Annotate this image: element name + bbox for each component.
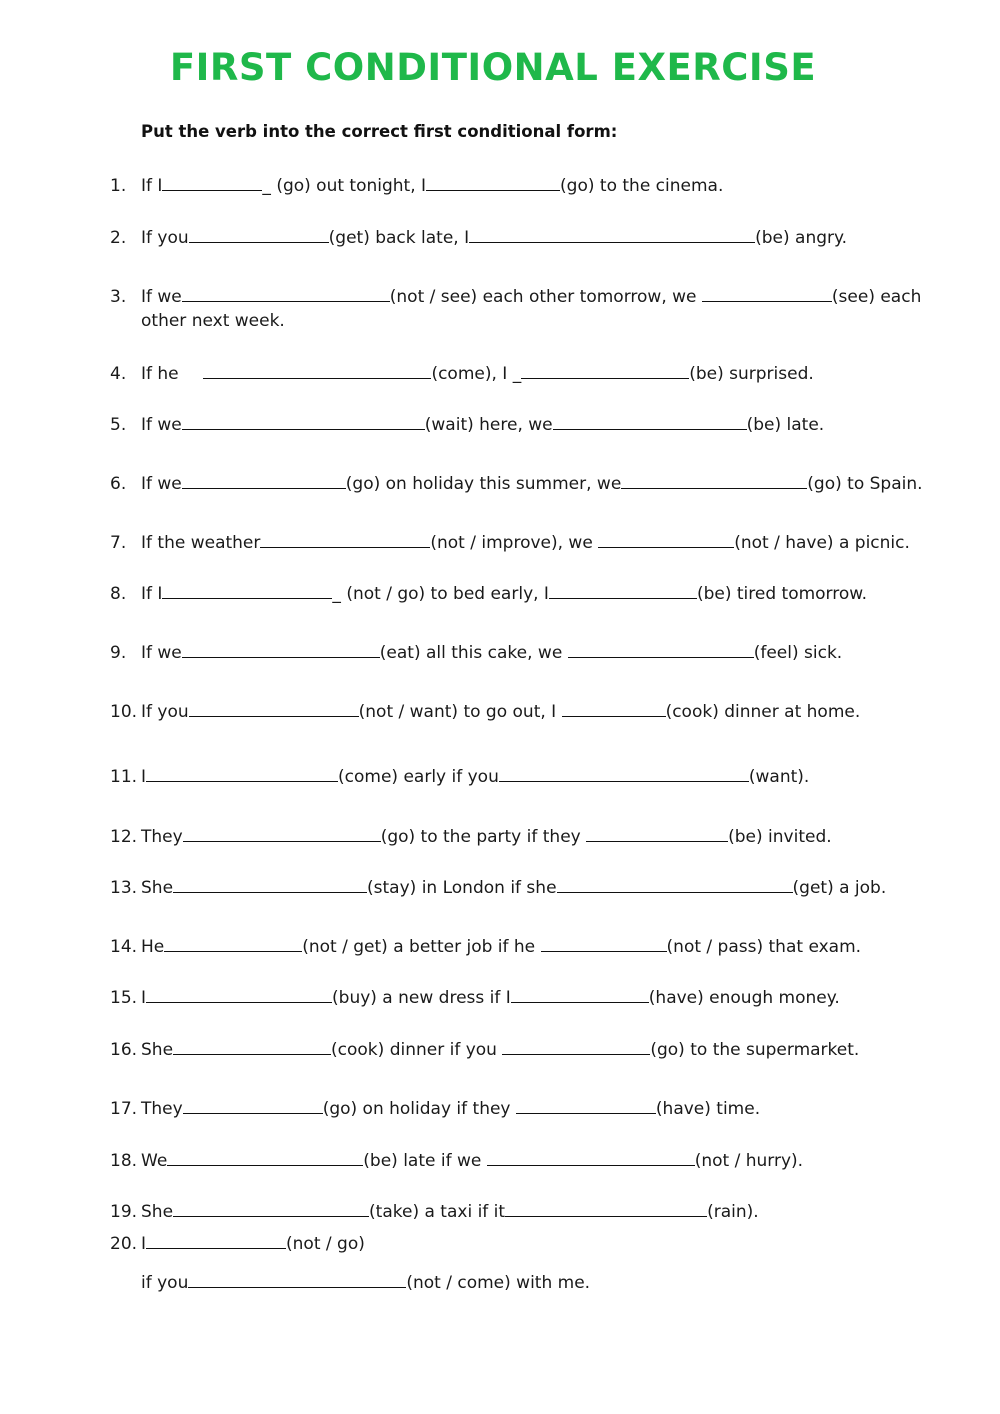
question-text: If I xyxy=(141,584,163,604)
question-text: I xyxy=(141,988,147,1008)
answer-blank[interactable] xyxy=(516,1096,656,1114)
answer-blank[interactable] xyxy=(146,764,338,782)
question-text: If you xyxy=(141,228,189,248)
question-number: 14. xyxy=(110,937,138,957)
question-text: _ (not / go) to bed early, I xyxy=(332,584,549,604)
answer-blank[interactable] xyxy=(260,530,430,548)
answer-blank[interactable] xyxy=(173,875,367,893)
question-15 xyxy=(110,985,950,1011)
answer-blank[interactable] xyxy=(702,284,832,302)
answer-blank[interactable] xyxy=(189,699,359,717)
question-number: 10. xyxy=(110,702,138,722)
question-20-continuation xyxy=(141,1270,590,1296)
answer-blank[interactable] xyxy=(146,985,332,1003)
question-number: 19. xyxy=(110,1202,138,1222)
question-text: (eat) all this cake, we xyxy=(379,643,568,663)
answer-blank[interactable] xyxy=(499,764,749,782)
question-number: 11. xyxy=(110,767,138,787)
answer-blank[interactable] xyxy=(162,581,332,599)
question-text: (not / go) xyxy=(286,1234,365,1254)
question-10 xyxy=(110,699,950,725)
answer-blank[interactable] xyxy=(189,225,329,243)
answer-blank[interactable] xyxy=(173,1199,369,1217)
question-text: (go) on holiday this summer, we xyxy=(345,474,622,494)
answer-blank[interactable] xyxy=(182,471,346,489)
question-number: 7. xyxy=(110,533,127,553)
question-text: I xyxy=(141,767,147,787)
question-text: (go) to Spain. xyxy=(807,474,923,494)
answer-blank[interactable] xyxy=(502,1037,650,1055)
question-text: (stay) in London if she xyxy=(367,878,557,898)
question-text: (not / improve), we xyxy=(430,533,599,553)
question-text: They xyxy=(141,1099,183,1119)
question-text: if you xyxy=(141,1273,189,1293)
question-text: (take) a taxi if it xyxy=(369,1202,506,1222)
question-text: (not / hurry). xyxy=(694,1151,804,1171)
question-text: (go) to the cinema. xyxy=(560,176,724,196)
answer-blank[interactable] xyxy=(146,1231,286,1249)
page-title: FIRST CONDITIONAL EXERCISE xyxy=(169,46,817,89)
question-text: (not / get) a better job if he xyxy=(302,937,541,957)
answer-blank[interactable] xyxy=(557,875,793,893)
question-text: If you xyxy=(141,702,189,722)
question-text: If I xyxy=(141,176,163,196)
question-12 xyxy=(110,824,950,850)
answer-blank[interactable] xyxy=(164,934,302,952)
answer-blank[interactable] xyxy=(183,1096,323,1114)
question-number: 8. xyxy=(110,584,127,604)
answer-blank[interactable] xyxy=(549,581,697,599)
question-number: 16. xyxy=(110,1040,138,1060)
answer-blank[interactable] xyxy=(553,412,747,430)
question-6 xyxy=(110,471,950,497)
question-17 xyxy=(110,1096,950,1122)
answer-blank[interactable] xyxy=(521,361,689,379)
question-number: 15. xyxy=(110,988,138,1008)
question-8 xyxy=(110,581,950,607)
question-text: I xyxy=(141,1234,147,1254)
question-number: 12. xyxy=(110,827,138,847)
question-text: (not / see) each other tomorrow, we xyxy=(389,287,702,307)
question-14 xyxy=(110,934,950,960)
answer-blank[interactable] xyxy=(562,699,666,717)
answer-blank[interactable] xyxy=(487,1148,695,1166)
instruction-text: Put the verb into the correct first conditional form: xyxy=(141,122,618,141)
question-text: (not / come) with me. xyxy=(406,1273,591,1293)
question-number: 4. xyxy=(110,364,127,384)
question-text: If we xyxy=(141,474,182,494)
question-text: She xyxy=(141,1040,174,1060)
question-text: If we xyxy=(141,415,182,435)
question-text: If we xyxy=(141,643,182,663)
question-text: (feel) sick. xyxy=(753,643,843,663)
question-text: (get) back late, I xyxy=(328,228,470,248)
question-number: 1. xyxy=(110,176,127,196)
question-text: (want). xyxy=(748,767,810,787)
answer-blank[interactable] xyxy=(568,640,754,658)
question-text: She xyxy=(141,1202,174,1222)
question-text: (not / pass) that exam. xyxy=(666,937,862,957)
question-13 xyxy=(110,875,950,901)
question-text: (be) tired tomorrow. xyxy=(696,584,868,604)
question-text: (cook) dinner if you xyxy=(331,1040,503,1060)
question-text: (be) surprised. xyxy=(689,364,814,384)
question-number: 3. xyxy=(110,287,127,307)
answer-blank[interactable] xyxy=(182,412,425,430)
question-9 xyxy=(110,640,950,666)
question-text: If the weather xyxy=(141,533,261,553)
question-text: _ (go) out tonight, I xyxy=(262,176,427,196)
question-text: (not / want) to go out, I xyxy=(358,702,562,722)
question-text: We xyxy=(141,1151,168,1171)
question-11 xyxy=(110,764,950,790)
question-text: (cook) dinner at home. xyxy=(665,702,861,722)
question-number: 13. xyxy=(110,878,138,898)
answer-blank[interactable] xyxy=(162,173,262,191)
question-text: (be) late. xyxy=(746,415,825,435)
question-20 xyxy=(110,1231,950,1257)
question-text: (get) a job. xyxy=(792,878,887,898)
answer-blank[interactable] xyxy=(203,361,431,379)
question-text: They xyxy=(141,827,183,847)
question-text: (buy) a new dress if I xyxy=(332,988,511,1008)
answer-blank[interactable] xyxy=(505,1199,707,1217)
question-number: 20. xyxy=(110,1234,138,1254)
question-text: (be) invited. xyxy=(728,827,832,847)
question-text: (be) late if we xyxy=(363,1151,487,1171)
answer-blank[interactable] xyxy=(167,1148,363,1166)
answer-blank[interactable] xyxy=(586,824,728,842)
question-19 xyxy=(110,1199,950,1225)
question-text: (not / have) a picnic. xyxy=(734,533,910,553)
answer-blank[interactable] xyxy=(188,1270,406,1288)
question-16 xyxy=(110,1037,950,1063)
question-3 xyxy=(110,284,950,310)
question-number: 9. xyxy=(110,643,127,663)
question-7 xyxy=(110,530,950,556)
question-18 xyxy=(110,1148,950,1174)
answer-blank[interactable] xyxy=(183,824,381,842)
question-5 xyxy=(110,412,950,438)
answer-blank[interactable] xyxy=(598,530,734,548)
question-text: If he xyxy=(141,364,190,384)
question-text: (have) enough money. xyxy=(648,988,840,1008)
question-text: (go) on holiday if they xyxy=(322,1099,516,1119)
question-text: (be) angry. xyxy=(755,228,848,248)
answer-blank[interactable] xyxy=(182,284,390,302)
question-number: 17. xyxy=(110,1099,138,1119)
question-text: (come), I _ xyxy=(431,364,522,384)
question-text: He xyxy=(141,937,165,957)
answer-blank[interactable] xyxy=(182,640,380,658)
question-number: 5. xyxy=(110,415,127,435)
answer-blank[interactable] xyxy=(621,471,807,489)
question-number: 18. xyxy=(110,1151,138,1171)
answer-blank[interactable] xyxy=(173,1037,331,1055)
question-text: (see) each xyxy=(831,287,922,307)
question-text: (go) to the supermarket. xyxy=(650,1040,860,1060)
answer-blank[interactable] xyxy=(541,934,667,952)
question-text: (rain). xyxy=(707,1202,759,1222)
question-text: (go) to the party if they xyxy=(380,827,587,847)
answer-blank[interactable] xyxy=(426,173,560,191)
question-3-continuation: other next week. xyxy=(141,311,285,331)
question-4 xyxy=(110,361,950,387)
question-1 xyxy=(110,173,950,199)
answer-blank[interactable] xyxy=(469,225,755,243)
question-text: (wait) here, we xyxy=(424,415,553,435)
question-number: 2. xyxy=(110,228,127,248)
question-text: (come) early if you xyxy=(338,767,499,787)
question-number: 6. xyxy=(110,474,127,494)
question-2 xyxy=(110,225,950,251)
question-text: (have) time. xyxy=(655,1099,761,1119)
answer-blank[interactable] xyxy=(511,985,649,1003)
question-text: If we xyxy=(141,287,182,307)
question-text: She xyxy=(141,878,174,898)
